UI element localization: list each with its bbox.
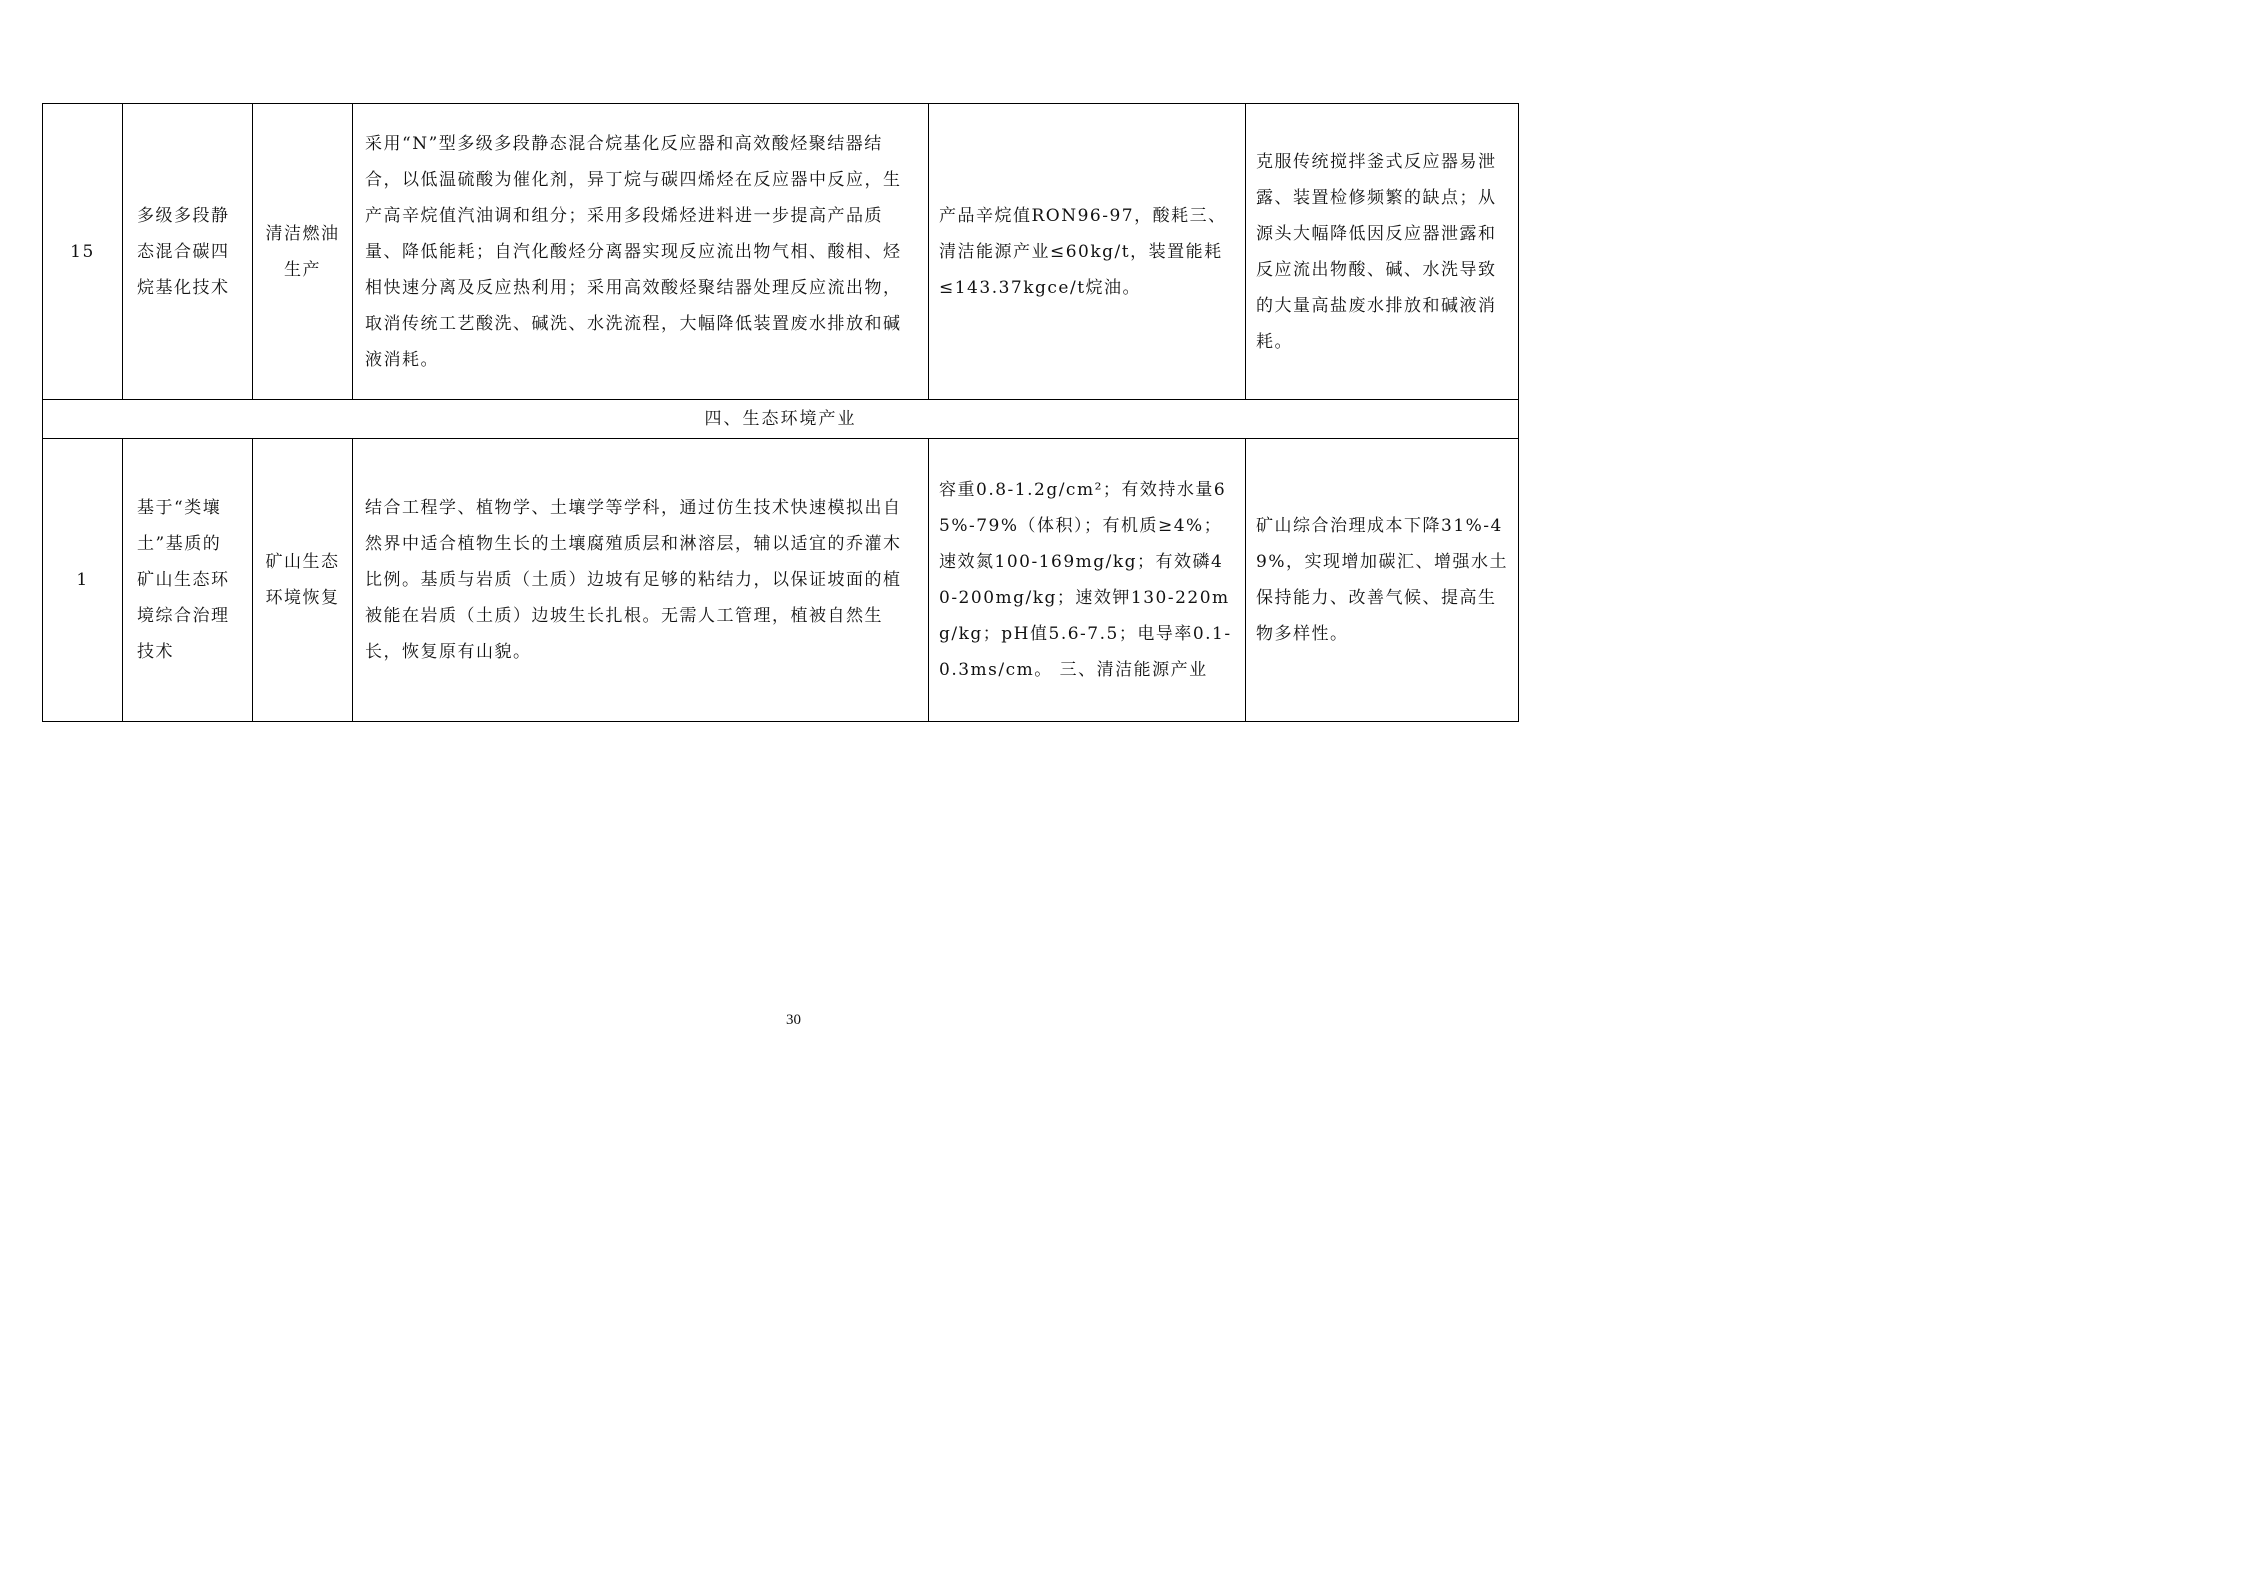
row-number: 15 (43, 104, 123, 400)
technology-name: 基于“类壤土”基质的矿山生态环境综合治理技术 (123, 439, 253, 722)
technology-description: 采用“N”型多级多段静态混合烷基化反应器和高效酸烃聚结器结合，以低温硫酸为催化剂，异丁烷与碳四烯烃在反应器中反应，生产高辛烷值汽油调和组分；采用多段烯烃进料进一步提高产品质量、降低能耗；自汽化酸烃分离器实现反应流出物气相、酸相、烃相快速分离及反应热利用；采用高效酸烃聚结器处理反应流出物，取消传统工艺酸洗、碱洗、水洗流程，大幅降低装置废水排放和碱液消耗。 (353, 104, 929, 400)
table-row (43, 104, 1519, 400)
technical-indicators: 产品辛烷值RON96-97，酸耗三、清洁能源产业≤60kg/t，装置能耗≤143.37kgce/t烷油。 (929, 104, 1246, 400)
application-field: 矿山生态环境恢复 (253, 439, 353, 722)
technology-table (42, 103, 1519, 722)
section-heading: 四、生态环境产业 (43, 400, 1519, 439)
technical-effects: 矿山综合治理成本下降31%-49%，实现增加碳汇、增强水土保持能力、改善气候、提高生物多样性。 (1246, 439, 1519, 722)
technical-effects: 克服传统搅拌釜式反应器易泄露、装置检修频繁的缺点；从源头大幅降低因反应器泄露和反应流出物酸、碱、水洗导致的大量高盐废水排放和碱液消耗。 (1246, 104, 1519, 400)
table-row (43, 439, 1519, 722)
application-field: 清洁燃油生产 (253, 104, 353, 400)
section-heading-row (43, 400, 1519, 439)
technical-indicators: 容重0.8-1.2g/cm²；有效持水量65%-79%（体积）；有机质≥4%；速效氮100-169mg/kg；有效磷40-200mg/kg；速效钾130-220mg/kg；pH值5.6-7.5；电导率0.1-0.3ms/cm。 三、清洁能源产业 (929, 439, 1246, 722)
technology-name: 多级多段静态混合碳四烷基化技术 (123, 104, 253, 400)
technology-description: 结合工程学、植物学、土壤学等学科，通过仿生技术快速模拟出自然界中适合植物生长的土壤腐殖质层和淋溶层，辅以适宜的乔灌木比例。基质与岩质（土质）边坡有足够的粘结力，以保证坡面的植被能在岩质（土质）边坡生长扎根。无需人工管理，植被自然生长，恢复原有山貌。 (353, 439, 929, 722)
row-number: 1 (43, 439, 123, 722)
page-number: 30 (786, 1012, 801, 1028)
